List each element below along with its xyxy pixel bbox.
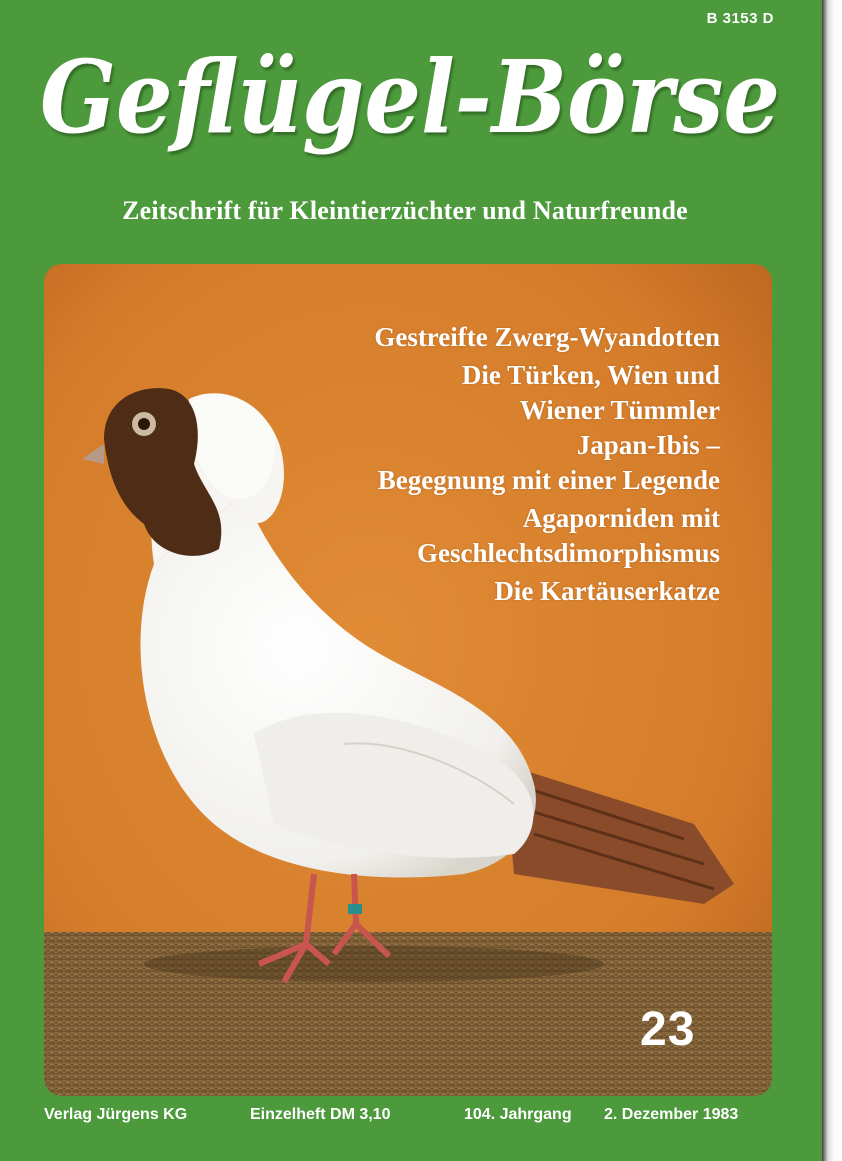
volume: 104. Jahrgang — [464, 1106, 572, 1123]
headline: Die Türken, Wien und — [461, 360, 720, 390]
issue-date: 2. Dezember 1983 — [604, 1106, 739, 1123]
headline: Agaporniden mit — [522, 503, 720, 533]
headline: Geschlechtsdimorphismus — [416, 538, 720, 568]
issue-number: 23 — [640, 1003, 696, 1056]
cover-code: B 3153 D — [706, 10, 774, 27]
headline: Die Kartäuserkatze — [494, 576, 720, 606]
publisher: Verlag Jürgens KG — [44, 1106, 188, 1123]
headline: Japan-Ibis – — [576, 430, 720, 460]
headline: Begegnung mit einer Legende — [377, 465, 720, 495]
subtitle: Zeitschrift für Kleintierzüchter und Naturfreunde — [122, 196, 688, 225]
cover-footer — [44, 1106, 784, 1130]
masthead-logo — [30, 22, 790, 182]
cover-headlines — [260, 320, 720, 609]
headline: Wiener Tümmler — [519, 395, 720, 425]
headline: Gestreifte Zwerg-Wyandotten — [374, 322, 720, 352]
price: Einzelheft DM 3,10 — [250, 1106, 391, 1123]
masthead-title: Geflügel-Börse — [40, 38, 780, 156]
page-edge — [822, 0, 842, 1161]
